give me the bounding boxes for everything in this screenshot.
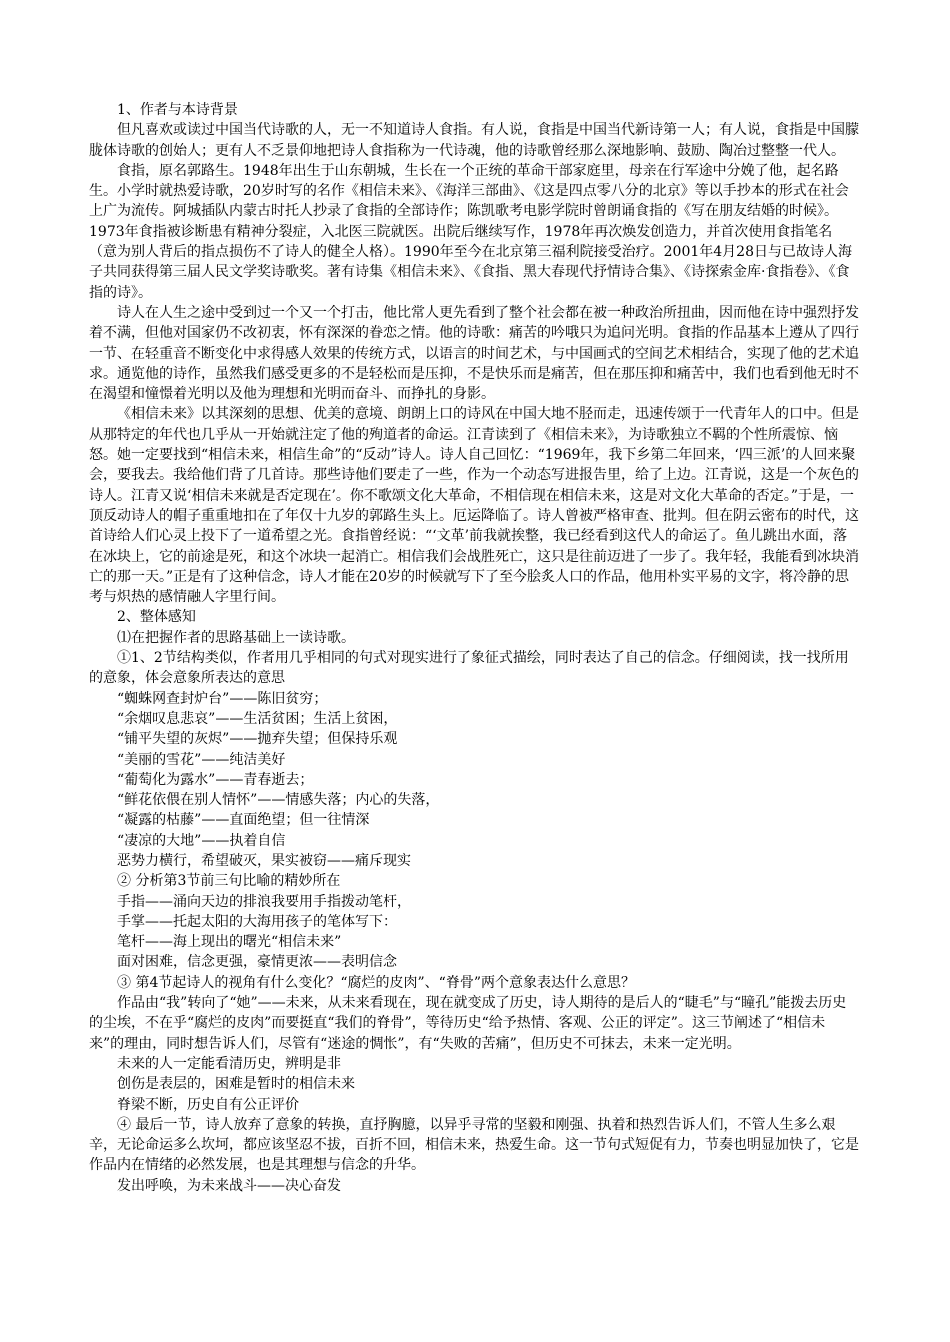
question-3-answer: 作品由“我”转向了“她”——未来，从未来看现在，现在就变成了历史，诗人期待的是后人的“睫毛”与“瞳孔”能拨去历史的尘埃，不在乎“腐烂的皮肉”而要挺直“我们的脊骨”，等待历史“给予热情、客观、公正的评定”。这三节阐述了“相信未来”的理由，同时想告诉人们，尽管有“迷途的惆怅”，有“失败的苦痛”，但历史不可抹去，未来一定光明。: [89, 995, 847, 1052]
question-2-summary: 面对困难，信念更强，豪情更浓——表明信念: [117, 954, 397, 971]
question-4: ④ 最后一节，诗人放弃了意象的转换，直抒胸臆，以异乎寻常的坚毅和刚强、执着和热烈告诉人们，不管人生多么艰辛，无论命运多么坎坷，都应该坚忍不拔，百折不回，相信未来，热爱生命。这一节句式短促有力，节奏也明显加快了，它是作品内在情绪的必然发展，也是其理想与信念的升华。: [89, 1116, 859, 1174]
imagery-item: “鲜花依偎在别人情怀”——情感失落；内心的失落，: [117, 792, 440, 809]
question-3-point: 创伤是表层的，困难是暂时的相信未来: [117, 1076, 355, 1093]
metaphor-item: 手指——涌向天边的排浪我要用手指拨动笔杆，: [117, 893, 411, 910]
imagery-item: “凄凉的大地”——执着自信: [117, 832, 286, 849]
imagery-item: “蜘蛛网查封炉台”——陈旧贫穷；: [117, 690, 328, 707]
metaphor-item: 手掌——托起太阳的大海用孩子的笔体写下：: [117, 913, 397, 930]
question-2: ② 分析第3节前三句比喻的精妙所在: [117, 873, 341, 890]
paragraph-biography: 食指，原名郭路生。1948年出生于山东朝城，生长在一个正统的革命干部家庭里，母亲在行军途中分娩了他，起名路生。小学时就热爱诗歌，20岁时写的名作《相信未来》、《海洋三部曲》、《这是四点零八分的北京》等以手抄本的形式在社会上广为流传。阿城插队内蒙古时托人抄录了食指的全部诗作；陈凯歌考电影学院时曾朗诵食指的《写在朋友结婚的时候》。1973年食指被诊断患有精神分裂症，入北医三院就医。出院后继续写作，1978年再次焕发创造力，并首次使用食指笔名（意为别人背后的指点损伤不了诗人的健全人格）。1990年至今在北京第三福利院接受治疗。2001年4月28日与已故诗人海子共同获得第三届人民文学奖诗歌奖。著有诗集《相信未来》、《食指、黑大春现代抒情诗合集》、《诗探索金库·食指卷》、《食指的诗》。: [89, 162, 852, 301]
question-4-summary: 发出呼唤，为未来战斗——决心奋发: [117, 1177, 341, 1194]
imagery-item: “凝露的枯藤”——直面绝望；但一往情深: [117, 812, 370, 829]
paragraph-intro: 但凡喜欢或读过中国当代诗歌的人，无一不知道诗人食指。有人说，食指是中国当代新诗第一人；有人说，食指是中国朦胧体诗歌的创始人；更有人不乏景仰地把诗人食指称为一代诗魂，他的诗歌曾经那么深地影响、鼓励、陶冶过整整一代人。: [89, 122, 859, 159]
question-3-point: 脊梁不断，历史自有公正评价: [117, 1096, 299, 1113]
imagery-item: “余烟叹息悲哀”——生活贫困；生活上贫困，: [117, 710, 398, 727]
section-heading-background: 1、作者与本诗背景: [117, 102, 238, 118]
question-1-summary: 恶势力横行，希望破灭，果实被窃——痛斥现实: [117, 852, 411, 869]
metaphor-item: 笔杆——海上现出的曙光“相信未来”: [117, 934, 342, 951]
paragraph-poem-fate: 《相信未来》以其深刻的思想、优美的意境、朗朗上口的诗风在中国大地不胫而走，迅速传颂于一代青年人的口中。但是从那特定的年代也几乎从一开始就注定了他的殉道者的命运。江青读到了《相信未来》，为诗歌独立不羁的个性所震惊、恼怒。她一定要找到“相信未来，相信生命”的“反动”诗人。诗人自己回忆：“1969年，我下乡第二年回来，‘四三派’的人回来聚会，要我去。我给他们背了几首诗。那些诗他们要走了一些，作为一个动态写进报告里，给了上边。江青说，这是一个灰色的诗人。江青又说‘相信未来就是否定现在’。你不歌颂文化大革命，不相信现在相信未来，这是对文化大革命的否定。”于是，一顶反动诗人的帽子重重地扣在了年仅十九岁的郭路生头上。厄运降临了。诗人曾被严格审查、批判。但在阴云密布的时代，这首诗给人们心灵上投下了一道希望之光。食指曾经说：“‘文革’前我就挨整，我已经看到这代人的命运了。鱼儿跳出水面，落在冰块上，它的前途是死，和这个冰块一起消亡。相信我们会战胜死亡，这只是往前迈进了一步了。我年轻，我能看到冰块消亡的那一天。”正是有了这种信念，诗人才能在20岁的时候就写下了至今脍炙人口的作品，他用朴实平易的文字，将冷静的思考与炽热的感情融人字里行间。: [89, 406, 859, 606]
document-page: [89, 100, 859, 1196]
reading-step-1: ⑴在把握作者的思路基础上一读诗歌。: [117, 629, 355, 646]
question-3: ③ 第4节起诗人的视角有什么变化？“腐烂的皮肉”、“脊骨”两个意象表达什么意思？: [117, 974, 635, 991]
paragraph-poet-life: 诗人在人生之途中受到过一个又一个打击，他比常人更先看到了整个社会都在被一种政治所扭曲，因而他在诗中强烈抒发着不满，但他对国家仍不改初衷，怀有深深的眷恋之情。他的诗歌：痛苦的吟哦只为追问光明。食指的作品基本上遵从了四行一节、在轻重音不断变化中求得感人效果的传统方式，以语言的时间艺术，与中国画式的空间艺术相结合，实现了他的艺术追求。通览他的诗作，虽然我们感受更多的不是轻松而是压抑，不是快乐而是痛苦，但在那压抑和痛苦中，我们也看到他无时不在渴望和憧憬着光明以及他为理想和光明而奋斗、而挣扎的身影。: [89, 304, 859, 403]
imagery-item: “美丽的雪花”——纯洁美好: [117, 751, 286, 768]
question-1: ①1、2节结构类似，作者用几乎相同的句式对现实进行了象征式描绘，同时表达了自己的信念。仔细阅读，找一找所用的意象，体会意象所表达的意思: [89, 650, 849, 687]
question-3-point: 未来的人一定能看清历史，辨明是非: [117, 1055, 341, 1072]
section-heading-overview: 2、整体感知: [117, 609, 196, 626]
imagery-item: “葡萄化为露水”——青春逝去；: [117, 771, 314, 788]
imagery-item: “铺平失望的灰烬”——抛弃失望；但保持乐观: [117, 731, 398, 748]
